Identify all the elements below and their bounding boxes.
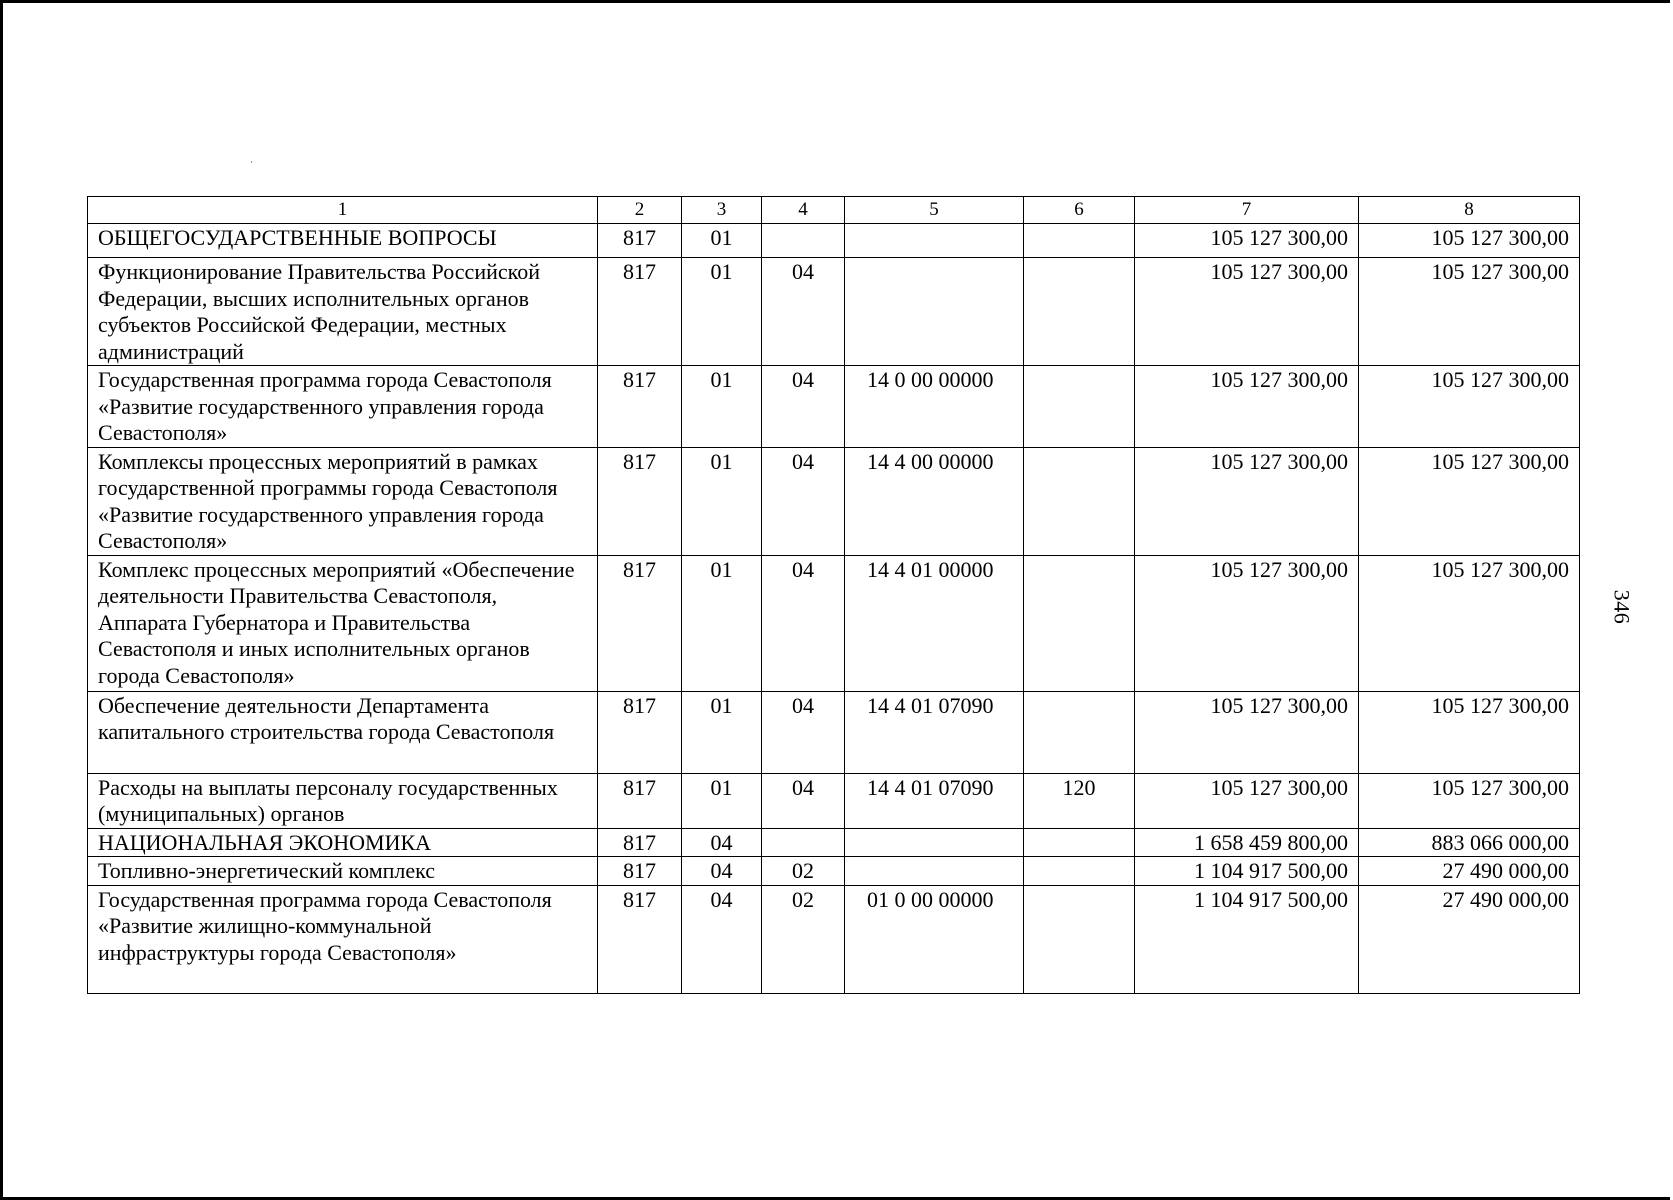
row-subsection-code: 02 <box>762 885 845 993</box>
row-section-code: 04 <box>682 885 762 993</box>
row-subsection-code: 04 <box>762 555 845 691</box>
row-target-article: 14 4 01 00000 <box>845 555 1024 691</box>
column-header: 8 <box>1359 197 1580 224</box>
row-expense-type: 120 <box>1024 773 1135 828</box>
row-ministry-code: 817 <box>598 555 682 691</box>
table-header-row <box>88 197 1580 224</box>
row-name: Расходы на выплаты персоналу государственных (муниципальных) органов <box>88 773 598 828</box>
table-row <box>88 691 1580 773</box>
row-amount-col8: 883 066 000,00 <box>1359 828 1580 857</box>
row-amount-col7: 105 127 300,00 <box>1135 258 1359 366</box>
row-section-code: 01 <box>682 691 762 773</box>
row-amount-col8: 27 490 000,00 <box>1359 857 1580 886</box>
table-row <box>88 366 1580 448</box>
row-amount-col7: 105 127 300,00 <box>1135 691 1359 773</box>
row-expense-type <box>1024 885 1135 993</box>
row-section-code: 01 <box>682 555 762 691</box>
row-amount-col7: 105 127 300,00 <box>1135 773 1359 828</box>
table-row <box>88 828 1580 857</box>
row-name: НАЦИОНАЛЬНАЯ ЭКОНОМИКА <box>88 828 598 857</box>
row-subsection-code: 04 <box>762 258 845 366</box>
row-section-code: 01 <box>682 366 762 448</box>
row-target-article <box>845 258 1024 366</box>
row-ministry-code: 817 <box>598 258 682 366</box>
row-ministry-code: 817 <box>598 691 682 773</box>
column-header: 7 <box>1135 197 1359 224</box>
row-subsection-code: 04 <box>762 773 845 828</box>
table-row <box>88 773 1580 828</box>
row-amount-col7: 1 104 917 500,00 <box>1135 857 1359 886</box>
row-amount-col8: 105 127 300,00 <box>1359 447 1580 555</box>
column-header: 3 <box>682 197 762 224</box>
row-expense-type <box>1024 857 1135 886</box>
row-name: Государственная программа города Севастополя «Развитие жилищно-коммунальной инфраструктуры города Севастополя» <box>88 885 598 993</box>
row-amount-col8: 105 127 300,00 <box>1359 773 1580 828</box>
row-amount-col8: 105 127 300,00 <box>1359 258 1580 366</box>
row-subsection-code: 04 <box>762 447 845 555</box>
row-expense-type <box>1024 447 1135 555</box>
row-section-code: 01 <box>682 258 762 366</box>
row-subsection-code <box>762 224 845 258</box>
budget-table <box>87 196 1580 994</box>
row-amount-col7: 105 127 300,00 <box>1135 447 1359 555</box>
row-amount-col8: 27 490 000,00 <box>1359 885 1580 993</box>
row-ministry-code: 817 <box>598 885 682 993</box>
table-row <box>88 447 1580 555</box>
row-section-code: 04 <box>682 828 762 857</box>
row-target-article <box>845 224 1024 258</box>
column-header: 5 <box>845 197 1024 224</box>
row-expense-type <box>1024 224 1135 258</box>
row-amount-col7: 1 658 459 800,00 <box>1135 828 1359 857</box>
row-subsection-code <box>762 828 845 857</box>
row-amount-col8: 105 127 300,00 <box>1359 555 1580 691</box>
row-ministry-code: 817 <box>598 828 682 857</box>
row-expense-type <box>1024 828 1135 857</box>
row-target-article: 01 0 00 00000 <box>845 885 1024 993</box>
row-name: Обеспечение деятельности Департамента капитального строительства города Севастополя <box>88 691 598 773</box>
row-subsection-code: 02 <box>762 857 845 886</box>
row-target-article: 14 4 00 00000 <box>845 447 1024 555</box>
row-ministry-code: 817 <box>598 366 682 448</box>
row-amount-col8: 105 127 300,00 <box>1359 691 1580 773</box>
row-expense-type <box>1024 691 1135 773</box>
row-target-article <box>845 857 1024 886</box>
row-name: Комплексы процессных мероприятий в рамках государственной программы города Севастополя «Развитие государственного управления города Севастополя» <box>88 447 598 555</box>
column-header: 6 <box>1024 197 1135 224</box>
row-ministry-code: 817 <box>598 773 682 828</box>
row-target-article: 14 4 01 07090 <box>845 773 1024 828</box>
row-expense-type <box>1024 258 1135 366</box>
row-target-article <box>845 828 1024 857</box>
row-ministry-code: 817 <box>598 447 682 555</box>
row-name: Функционирование Правительства Российской Федерации, высших исполнительных органов субъектов Российской Федерации, местных администраций <box>88 258 598 366</box>
row-name: Государственная программа города Севастополя «Развитие государственного управления города Севастополя» <box>88 366 598 448</box>
row-section-code: 01 <box>682 773 762 828</box>
row-target-article: 14 0 00 00000 <box>845 366 1024 448</box>
column-header: 1 <box>88 197 598 224</box>
row-amount-col7: 105 127 300,00 <box>1135 366 1359 448</box>
column-header: 2 <box>598 197 682 224</box>
row-amount-col7: 105 127 300,00 <box>1135 555 1359 691</box>
row-expense-type <box>1024 366 1135 448</box>
row-subsection-code: 04 <box>762 366 845 448</box>
column-header: 4 <box>762 197 845 224</box>
row-section-code: 01 <box>682 447 762 555</box>
table-row <box>88 224 1580 258</box>
row-name: ОБЩЕГОСУДАРСТВЕННЫЕ ВОПРОСЫ <box>88 224 598 258</box>
row-section-code: 01 <box>682 224 762 258</box>
row-name: Комплекс процессных мероприятий «Обеспечение деятельности Правительства Севастополя, Аппарата Губернатора и Правительства Севастополя и иных исполнительных органов города Севастополя» <box>88 555 598 691</box>
table-row <box>88 885 1580 993</box>
row-amount-col8: 105 127 300,00 <box>1359 366 1580 448</box>
row-section-code: 04 <box>682 857 762 886</box>
row-name: Топливно-энергетический комплекс <box>88 857 598 886</box>
row-amount-col7: 1 104 917 500,00 <box>1135 885 1359 993</box>
table-row <box>88 555 1580 691</box>
table-row <box>88 258 1580 366</box>
row-expense-type <box>1024 555 1135 691</box>
row-amount-col8: 105 127 300,00 <box>1359 224 1580 258</box>
row-ministry-code: 817 <box>598 857 682 886</box>
row-subsection-code: 04 <box>762 691 845 773</box>
row-ministry-code: 817 <box>598 224 682 258</box>
page-number: 346 <box>1609 589 1635 625</box>
row-target-article: 14 4 01 07090 <box>845 691 1024 773</box>
table-row <box>88 857 1580 886</box>
row-amount-col7: 105 127 300,00 <box>1135 224 1359 258</box>
scan-mark <box>251 161 252 163</box>
